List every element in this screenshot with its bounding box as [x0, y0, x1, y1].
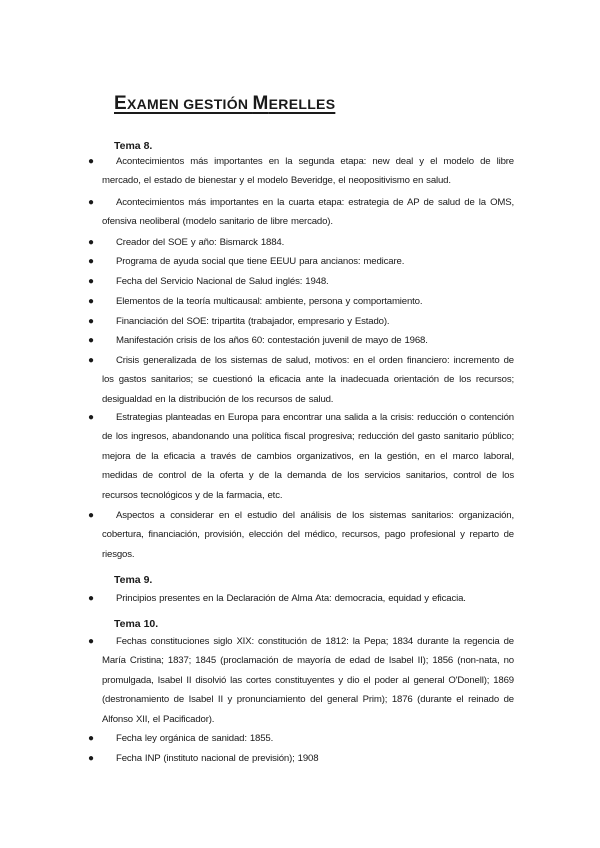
list-item-text: Acontecimientos más importantes en la cuarta etapa: estrategia de AP de salud de la OMS, ofensiva neoliberal (modelo sanitario de libre mercado).	[102, 197, 514, 228]
list-item	[88, 506, 514, 564]
list-item-text: Crisis generalizada de los sistemas de salud, motivos: en el orden financiero: incremento de los gastos sanitarios; se cuestionó la eficacia ante la inadecuada orientación de los recursos; desigualdad en la distribución de los recursos de salud.	[102, 355, 514, 405]
list-item	[88, 632, 514, 729]
list-item-text: Elementos de la teoría multicausal: ambiente, persona y comportamiento.	[116, 296, 423, 307]
bullet-icon: ●	[88, 296, 95, 307]
list-item-text: Manifestación crisis de los años 60: contestación juvenil de mayo de 1968.	[116, 335, 428, 346]
title-initial-2: M	[252, 93, 269, 114]
list-item	[88, 252, 514, 271]
list-item	[88, 729, 514, 748]
bullet-icon: ●	[88, 197, 95, 208]
section-heading-tema-8: Tema 8.	[114, 140, 153, 152]
bullet-icon: ●	[88, 256, 95, 267]
list-item-text: Principios presentes en la Declaración de Alma Ata: democracia, equidad y eficacia.	[116, 593, 466, 604]
list-item-text: Aspectos a considerar en el estudio del análisis de los sistemas sanitarios: organización, cobertura, financiación, provisión, elección del médico, recursos, pago profesional y reparto de riesgos.	[102, 510, 514, 560]
bullet-icon: ●	[88, 355, 95, 366]
bullet-icon: ●	[88, 156, 95, 167]
title-rest-2: ERELLES	[268, 96, 336, 112]
list-item-text: Acontecimientos más importantes en la segunda etapa: new deal y el modelo de libre mercado, el estado de bienestar y el modelo Beveridge, el neopositivismo en salud.	[102, 156, 514, 187]
list-item	[88, 272, 514, 291]
list-item-text: Fecha del Servicio Nacional de Salud inglés: 1948.	[116, 276, 329, 287]
list-item-text: Creador del SOE y año: Bismarck 1884.	[116, 237, 285, 248]
section-heading-tema-10: Tema 10.	[114, 618, 159, 630]
list-item	[88, 351, 514, 409]
bullet-icon: ●	[88, 733, 95, 744]
document-title	[114, 93, 335, 115]
bullet-icon: ●	[88, 412, 95, 423]
list-item-text: Financiación del SOE: tripartita (trabajador, empresario y Estado).	[116, 316, 390, 327]
list-item-text: Fechas constituciones siglo XIX: constitución de 1812: la Pepa; 1834 durante la regencia de María Cristina; 1837; 1845 (proclamación de mayoría de edad de Isabel II); 1856 (non-nata, no promulgada, Isabel II disolvió las cortes constituyentes y dio el poder al general O'Donell); 1869 (destronamiento de Isabel II y pronunciamiento del general Prim); 1876 (durante el reinado de Alfonso XII, el Pacificador).	[102, 636, 514, 725]
list-item-text: Estrategias planteadas en Europa para encontrar una salida a la crisis: reducción o contención de los ingresos, abandonando una política fiscal progresiva; reducción del gasto sanitario público; mejora de la eficacia a través de cambios organizativos, en la gestión, en el marco laboral, medidas de control de la oferta y de la demanda de los servicios sanitarios, control de los recursos tecnológicos y de la farmacia, etc.	[102, 412, 514, 501]
title-rest-1: XAMEN GESTIÓN	[126, 96, 253, 112]
section-heading-tema-9: Tema 9.	[114, 574, 153, 586]
list-item	[88, 193, 514, 232]
list-item	[88, 233, 514, 252]
list-item	[88, 408, 514, 505]
list-item-text: Programa de ayuda social que tiene EEUU para ancianos: medicare.	[116, 256, 405, 267]
bullet-icon: ●	[88, 636, 95, 647]
list-item	[88, 749, 514, 768]
bullet-icon: ●	[88, 753, 95, 764]
bullet-icon: ●	[88, 237, 95, 248]
title-initial-1: E	[114, 93, 127, 114]
bullet-icon: ●	[88, 593, 95, 604]
list-item	[88, 292, 514, 311]
list-item	[88, 331, 514, 350]
list-item-text: Fecha ley orgánica de sanidad: 1855.	[116, 733, 274, 744]
bullet-icon: ●	[88, 510, 95, 521]
bullet-icon: ●	[88, 276, 95, 287]
list-item-text: Fecha INP (instituto nacional de previsión); 1908	[116, 753, 319, 764]
list-item	[88, 589, 514, 608]
list-item	[88, 152, 514, 191]
bullet-icon: ●	[88, 316, 95, 327]
bullet-icon: ●	[88, 335, 95, 346]
list-item	[88, 312, 514, 331]
